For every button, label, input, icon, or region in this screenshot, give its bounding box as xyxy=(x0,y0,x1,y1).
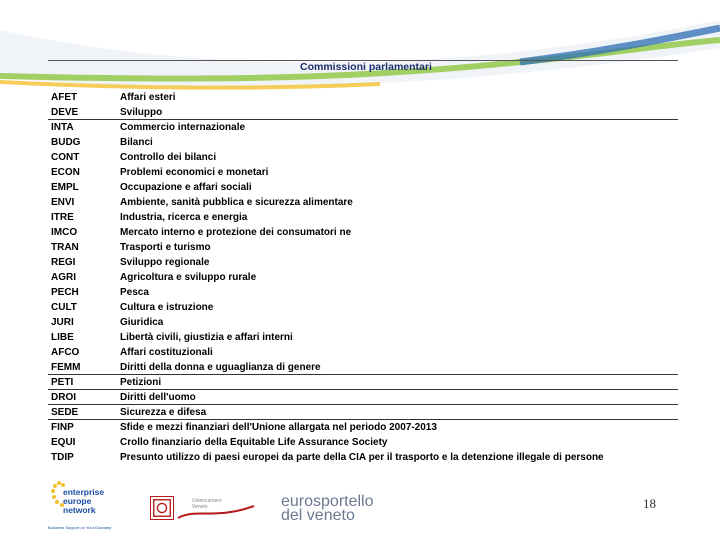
committee-name: Pesca xyxy=(120,287,149,298)
list-item xyxy=(51,165,678,180)
list-item xyxy=(51,330,678,345)
committee-name: Ambiente, sanità pubblica e sicurezza alimentare xyxy=(120,197,353,208)
committee-name: Diritti dell'uomo xyxy=(120,392,196,403)
slide-title: Commissioni parlamentari xyxy=(300,61,432,73)
eurosportello-line1: eurosportello xyxy=(281,493,374,510)
committee-name: Problemi economici e monetari xyxy=(120,167,269,178)
committee-name: Controllo dei bilanci xyxy=(120,152,217,163)
list-item xyxy=(51,420,678,435)
committee-code: AFCO xyxy=(51,347,80,358)
list-item xyxy=(51,225,678,240)
committee-name: Sviluppo regionale xyxy=(120,257,210,268)
committee-name: Giuridica xyxy=(120,317,164,328)
committee-code: CULT xyxy=(51,302,77,313)
list-item xyxy=(51,390,678,405)
committee-code: BUDG xyxy=(51,137,81,148)
een-logo-text: enterprise europe network xyxy=(63,487,105,515)
committee-name: Presunto utilizzo di paesi europei da parte della CIA per il trasporto e la detenzione illegale di persone xyxy=(120,452,604,463)
committee-name: Bilanci xyxy=(120,137,153,148)
committee-name: Crollo finanziario della Equitable Life Assurance Society xyxy=(120,437,388,448)
list-item xyxy=(51,105,678,120)
unioncamere-text: Unioncamere Veneto xyxy=(192,498,222,510)
committee-code: JURI xyxy=(51,317,74,328)
unioncamere-swoosh xyxy=(176,500,256,522)
committee-code: FEMM xyxy=(51,362,81,373)
committee-name: Petizioni xyxy=(120,377,162,388)
list-item xyxy=(51,90,678,105)
eurosportello-line2: del veneto xyxy=(281,507,355,524)
eurosportello-logo-text xyxy=(281,495,374,523)
committee-name: Affari esteri xyxy=(120,92,176,103)
committee-code: DROI xyxy=(51,392,76,403)
list-item xyxy=(51,285,678,300)
list-item xyxy=(51,240,678,255)
committee-name: Sfide e mezzi finanziari dell'Unione allargata nel periodo 2007-2013 xyxy=(120,422,437,433)
list-item xyxy=(51,150,678,165)
list-item xyxy=(51,180,678,195)
committee-code: AFET xyxy=(51,92,78,103)
page-number: 18 xyxy=(643,496,656,511)
committee-code: ECON xyxy=(51,167,80,178)
committee-code: REGI xyxy=(51,257,76,268)
list-item xyxy=(51,375,678,390)
committee-name: Mercato interno e protezione dei consumatori ne xyxy=(120,227,352,238)
committee-list xyxy=(51,90,678,465)
committee-code: EMPL xyxy=(51,182,79,193)
committee-code: EQUI xyxy=(51,437,76,448)
header-swoosh xyxy=(0,0,720,95)
committee-code: TRAN xyxy=(51,242,79,253)
list-item xyxy=(51,120,678,135)
list-item xyxy=(51,135,678,150)
list-item xyxy=(51,195,678,210)
committee-code: CONT xyxy=(51,152,80,163)
list-item xyxy=(51,360,678,375)
committee-code: TDIP xyxy=(51,452,74,463)
committee-code: FINP xyxy=(51,422,74,433)
committee-code: PETI xyxy=(51,377,74,388)
list-item xyxy=(51,405,678,420)
list-item xyxy=(51,300,678,315)
committee-code: INTA xyxy=(51,122,74,133)
list-item xyxy=(51,435,678,450)
committee-name: Cultura e istruzione xyxy=(120,302,214,313)
list-item xyxy=(51,345,678,360)
list-item xyxy=(51,450,678,465)
committee-code: ENVI xyxy=(51,197,75,208)
committee-name: Commercio internazionale xyxy=(120,122,246,133)
list-item xyxy=(51,270,678,285)
committee-code: DEVE xyxy=(51,107,79,118)
list-item xyxy=(51,255,678,270)
committee-code: ITRE xyxy=(51,212,74,223)
committee-name: Diritti della donna e uguaglianza di genere xyxy=(120,362,321,373)
committee-code: PECH xyxy=(51,287,79,298)
committee-code: LIBE xyxy=(51,332,74,343)
committee-name: Industria, ricerca e energia xyxy=(120,212,248,223)
committee-name: Occupazione e affari sociali xyxy=(120,182,252,193)
list-item xyxy=(51,210,678,225)
committee-code: AGRI xyxy=(51,272,76,283)
committee-name: Sviluppo xyxy=(120,107,163,118)
list-item xyxy=(51,315,678,330)
committee-name: Sicurezza e difesa xyxy=(120,407,207,418)
committee-name: Libertà civili, giustizia e affari interni xyxy=(120,332,293,343)
committee-code: IMCO xyxy=(51,227,78,238)
committee-name: Trasporti e turismo xyxy=(120,242,211,253)
committee-code: SEDE xyxy=(51,407,79,418)
unioncamere-logo-icon xyxy=(150,496,174,520)
committee-name: Affari costituzionali xyxy=(120,347,213,358)
een-tagline: Business Support on Your Doorstep xyxy=(48,525,112,530)
committee-name: Agricoltura e sviluppo rurale xyxy=(120,272,257,283)
